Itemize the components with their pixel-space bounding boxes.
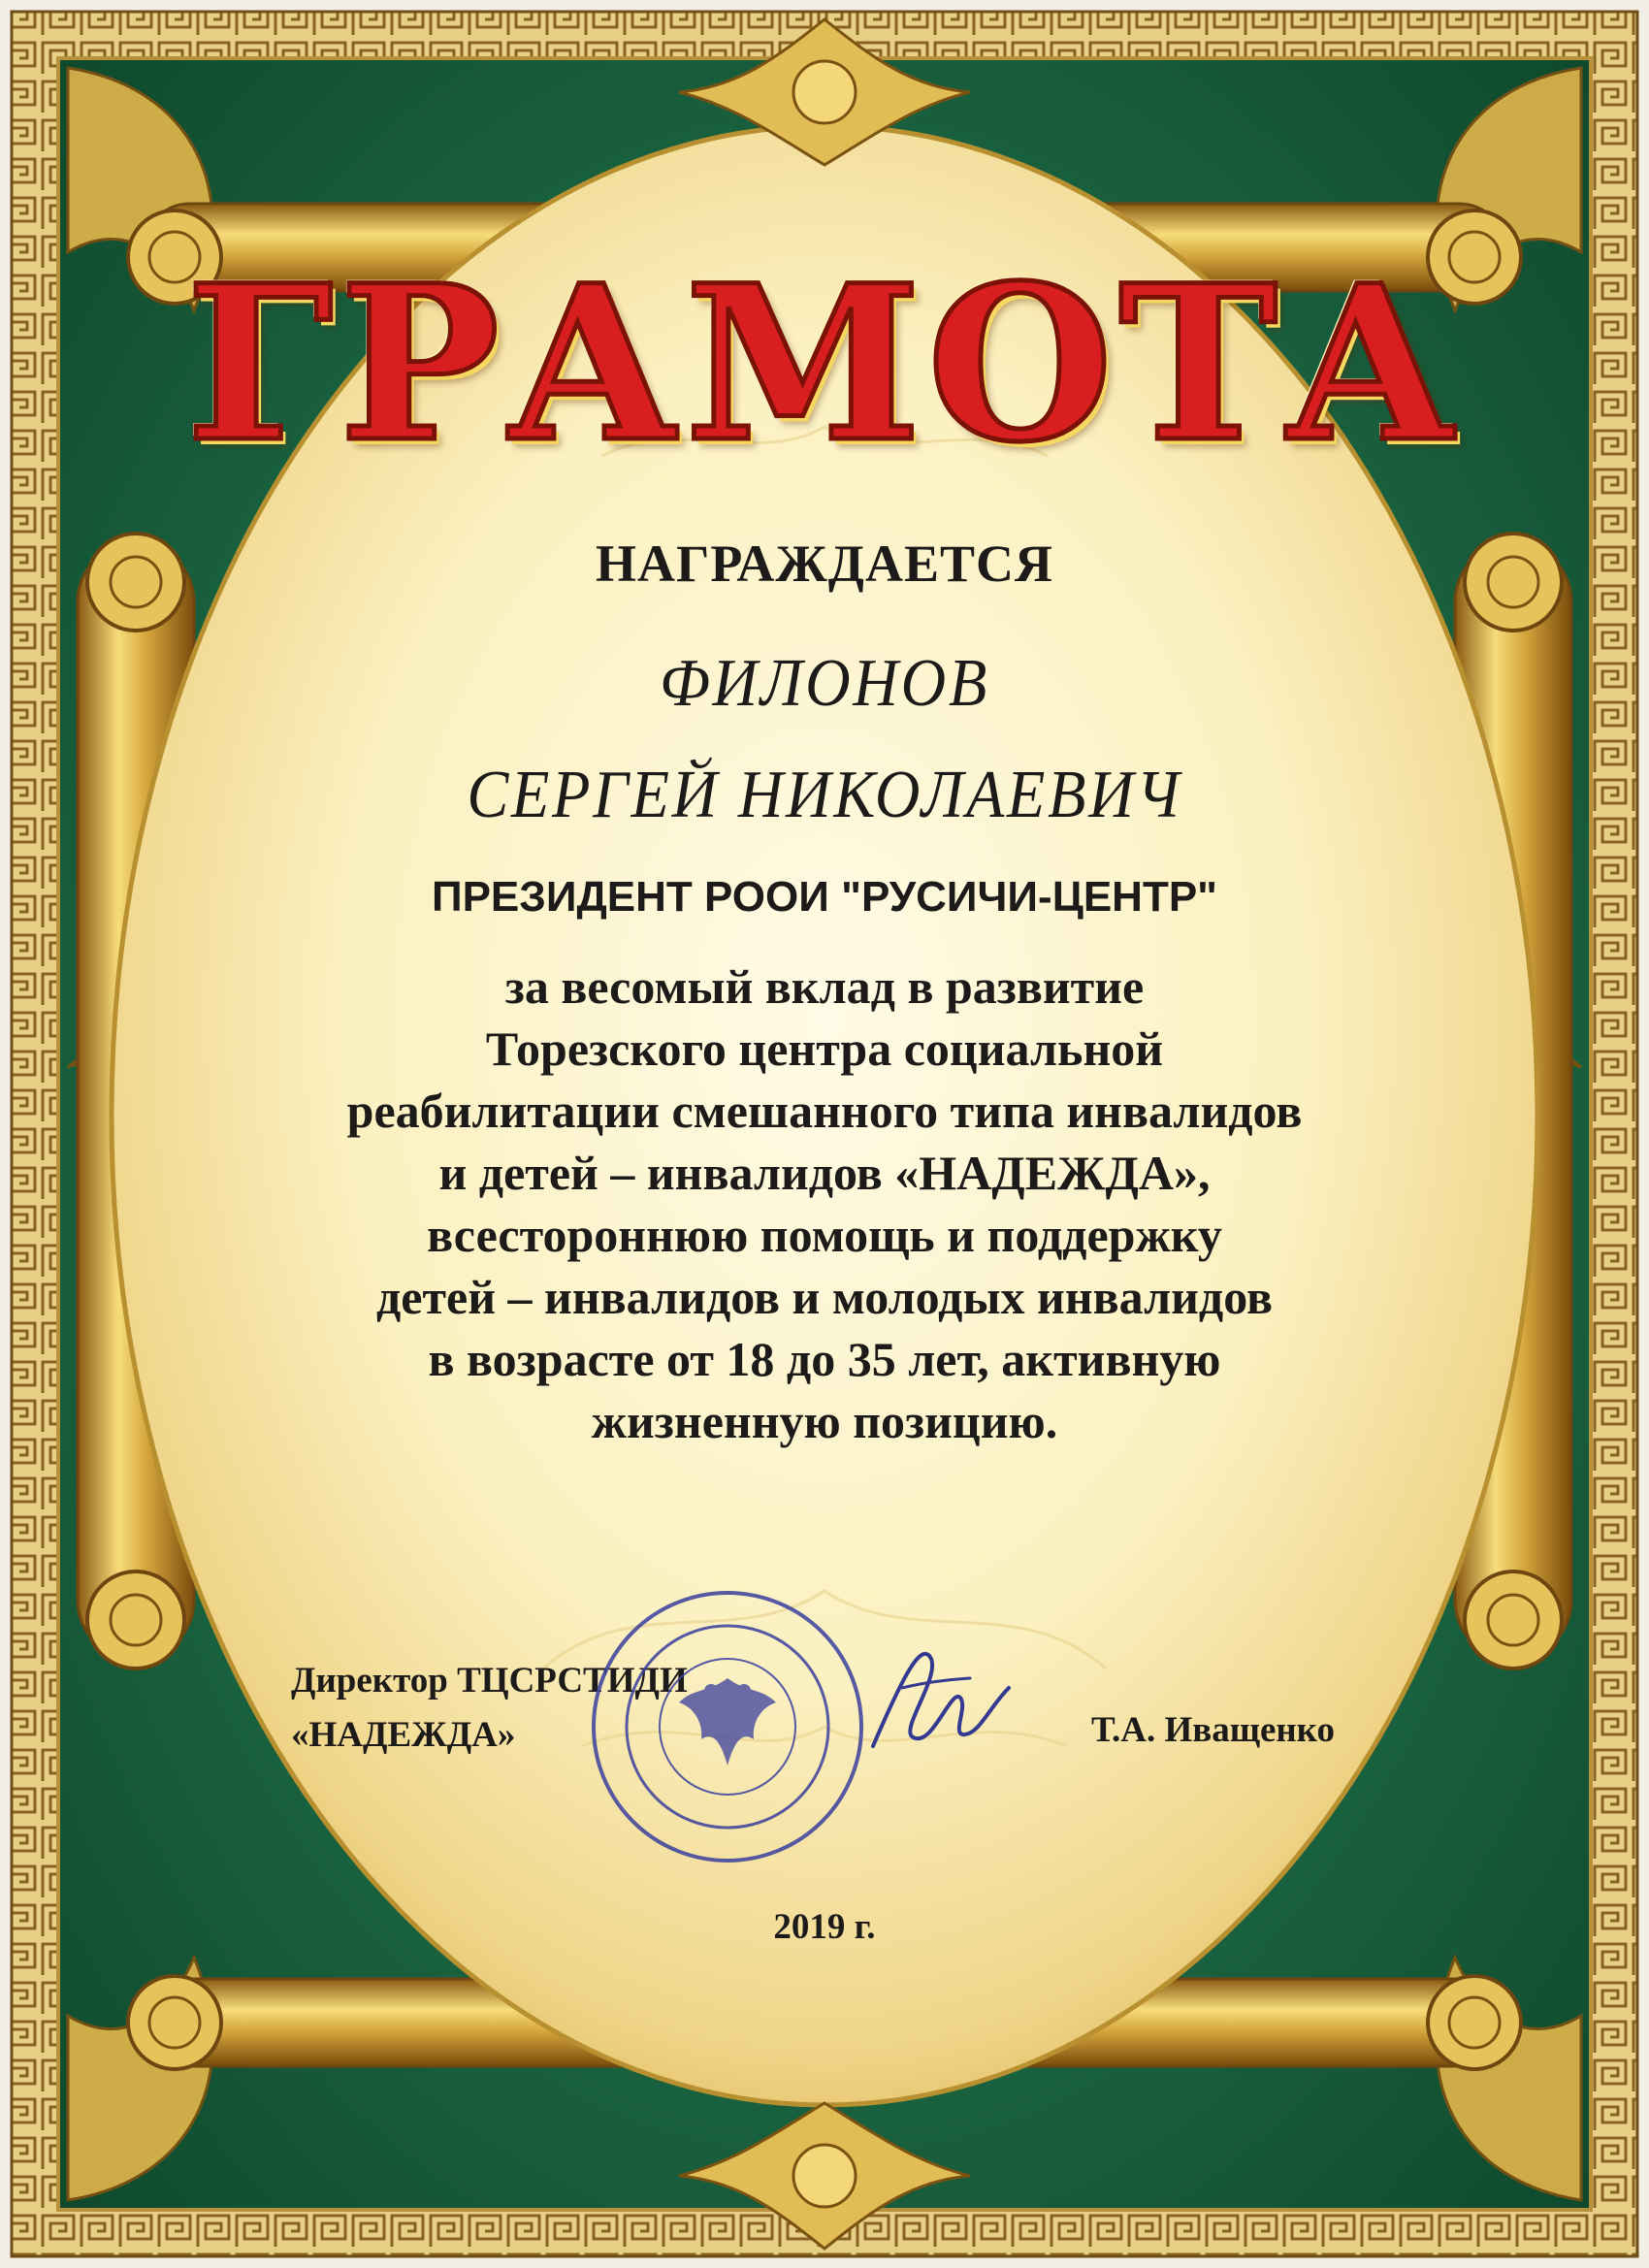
award-reason (242, 956, 1406, 1452)
signer-title-line: Директор ТЦСРСТИДИ (291, 1661, 688, 1701)
recipient-position: ПРЕЗИДЕНТ РООИ "РУСИЧИ-ЦЕНТР" (431, 873, 1218, 921)
certificate-title: ГРАМОТА (185, 238, 1464, 489)
recipient-given-names: СЕРГЕЙ НИКОЛАЕВИЧ (467, 758, 1182, 832)
reason-line: всестороннюю помощь и поддержку (427, 1208, 1222, 1262)
reason-line: в возрасте от 18 до 35 лет, активную (428, 1332, 1221, 1386)
reason-line: за весомый вклад в развитие (504, 959, 1145, 1014)
reason-line: Торезского центра социальной (485, 1021, 1164, 1076)
handwritten-signature (844, 1620, 1018, 1775)
reason-line: жизненную позицию. (591, 1394, 1058, 1448)
reason-line: и детей – инвалидов «НАДЕЖДА», (438, 1146, 1211, 1200)
recipient-surname: ФИЛОНОВ (659, 646, 990, 721)
official-seal-stamp (587, 1586, 868, 1867)
signer-title-line: «НАДЕЖДА» (291, 1715, 516, 1755)
awarded-label: НАГРАЖДАЕТСЯ (595, 535, 1053, 593)
certificate-year: 2019 г. (773, 1907, 876, 1947)
reason-line: реабилитации смешанного типа инвалидов (346, 1084, 1303, 1138)
signer-name: Т.А. Иващенко (1091, 1710, 1336, 1750)
reason-line: детей – инвалидов и молодых инвалидов (376, 1270, 1273, 1324)
